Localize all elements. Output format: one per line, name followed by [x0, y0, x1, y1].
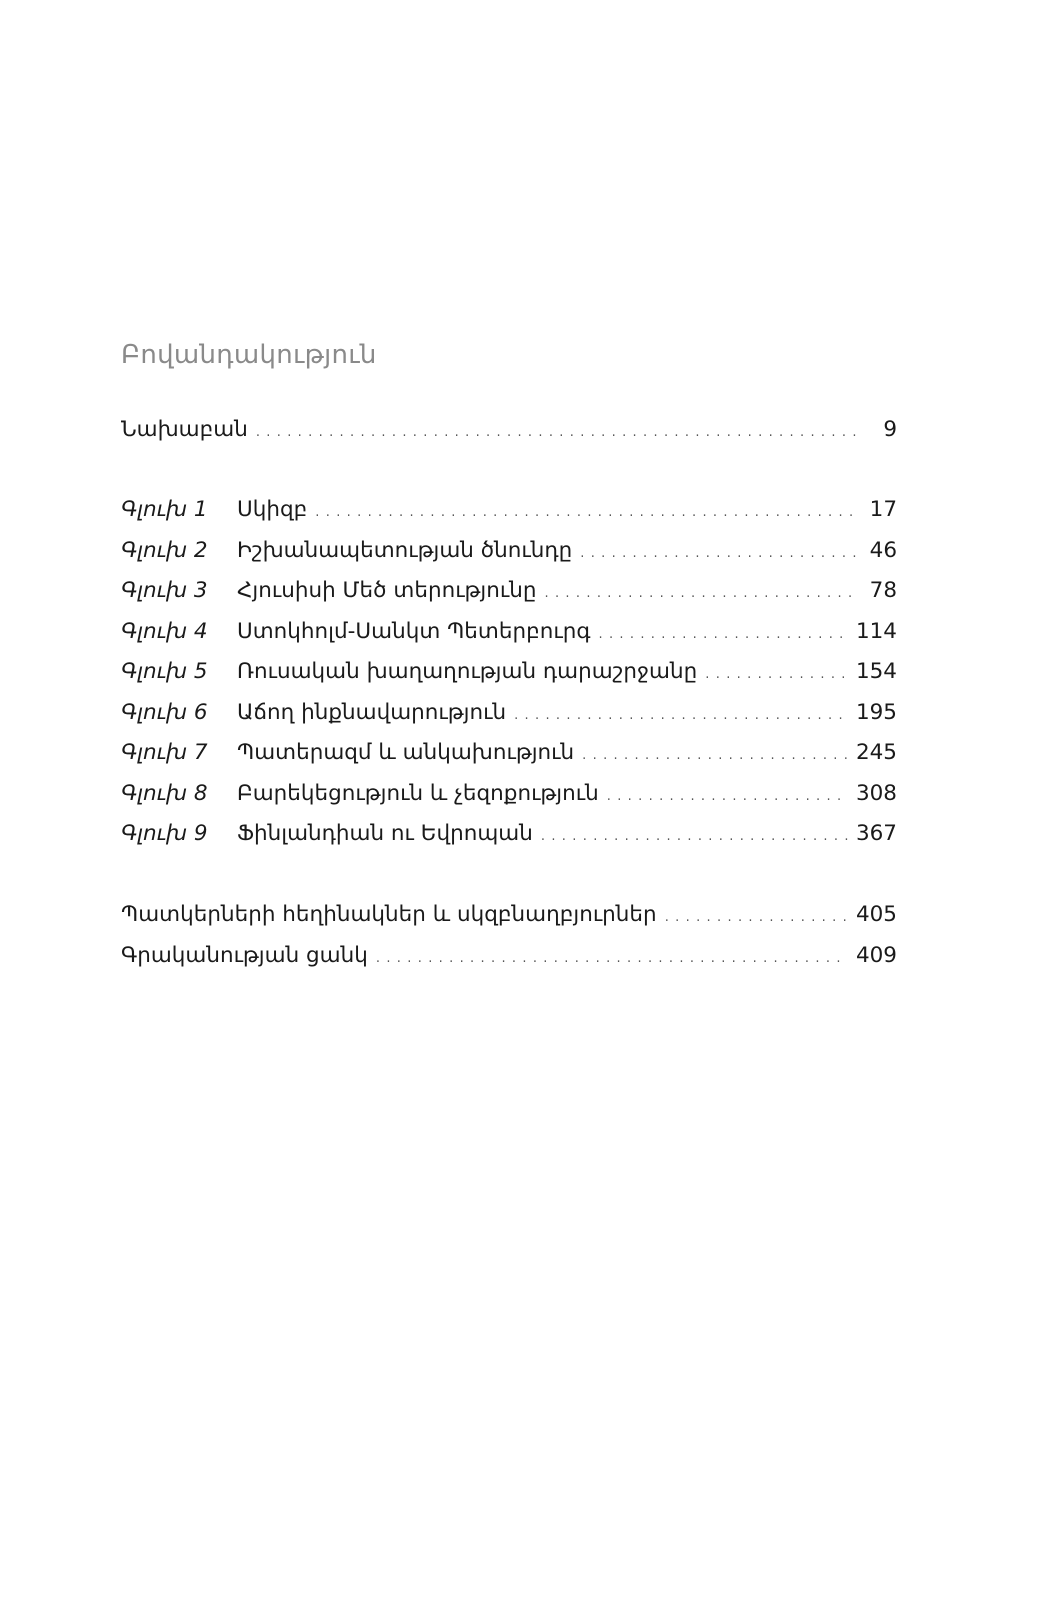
- dot-leader: [607, 781, 848, 813]
- toc-entry-chapter-1[interactable]: [121, 494, 897, 526]
- toc-entry-preface[interactable]: [121, 414, 897, 446]
- entry-title: Իշխանապետության ծնունդը: [237, 538, 573, 563]
- entry-title: Ստոկհոլմ-Սանկտ Պետերբուրգ: [237, 619, 591, 644]
- dot-leader: [580, 538, 859, 570]
- entry-title: Բարեկեցություն և չեզոքություն: [237, 781, 599, 806]
- dot-leader: [256, 417, 859, 449]
- entry-title: Նախաբան: [121, 417, 248, 442]
- dot-leader: [541, 821, 848, 853]
- dot-leader: [705, 659, 848, 691]
- toc-entry-chapter-2[interactable]: [121, 535, 897, 567]
- page-number: 308: [855, 781, 897, 806]
- page-number: 409: [855, 943, 897, 968]
- page-number: 78: [869, 578, 897, 603]
- page-number: 9: [883, 417, 897, 442]
- page-number: 405: [855, 902, 897, 927]
- toc-entry-bibliography[interactable]: [121, 940, 897, 972]
- page-number: 245: [855, 740, 897, 765]
- entry-title: Գրականության ցանկ: [121, 943, 368, 968]
- page-number: 195: [855, 700, 897, 725]
- toc-entry-chapter-3[interactable]: [121, 575, 897, 607]
- toc-entry-chapter-7[interactable]: [121, 737, 897, 769]
- dot-leader: [514, 700, 848, 732]
- toc-entry-chapter-8[interactable]: [121, 778, 897, 810]
- chapter-label: Գլուխ 7: [121, 740, 208, 765]
- dot-leader: [315, 497, 859, 529]
- page-number: 17: [869, 497, 897, 522]
- entry-title: Հյուսիսի Մեծ տերությունը: [237, 578, 537, 603]
- chapter-label: Գլուխ 3: [121, 578, 208, 603]
- chapter-label: Գլուխ 9: [121, 821, 208, 846]
- toc-entry-chapter-4[interactable]: [121, 616, 897, 648]
- chapter-label: Գլուխ 1: [121, 497, 208, 522]
- page-number: 154: [855, 659, 897, 684]
- entry-title: Ֆինլանդիան ու Եվրոպան: [237, 821, 533, 846]
- entry-title: Պատկերների հեղինակներ և սկզբնաղբյուրներ: [121, 902, 657, 927]
- entry-title: Սկիզբ: [237, 497, 308, 522]
- chapter-label: Գլուխ 2: [121, 538, 208, 563]
- toc-heading: Բովանդակություն: [121, 340, 377, 370]
- toc-entry-chapter-6[interactable]: [121, 697, 897, 729]
- entry-title: Աճող ինքնավարություն: [237, 700, 507, 725]
- page-number: 367: [855, 821, 897, 846]
- toc-entry-chapter-5[interactable]: [121, 656, 897, 688]
- chapter-label: Գլուխ 4: [121, 619, 208, 644]
- entry-title: Ռուսական խաղաղության դարաշրջանը: [237, 659, 698, 684]
- dot-leader: [545, 578, 860, 610]
- page-number: 114: [855, 619, 897, 644]
- dot-leader: [598, 619, 847, 651]
- entry-title: Պատերազմ և անկախություն: [237, 740, 575, 765]
- chapter-label: Գլուխ 8: [121, 781, 208, 806]
- dot-leader: [376, 943, 848, 975]
- chapter-label: Գլուխ 6: [121, 700, 208, 725]
- toc-entry-chapter-9[interactable]: [121, 818, 897, 850]
- chapter-label: Գլուխ 5: [121, 659, 208, 684]
- dot-leader: [665, 902, 848, 934]
- toc-entry-image-credits[interactable]: [121, 899, 897, 931]
- dot-leader: [582, 740, 848, 772]
- page-number: 46: [869, 538, 897, 563]
